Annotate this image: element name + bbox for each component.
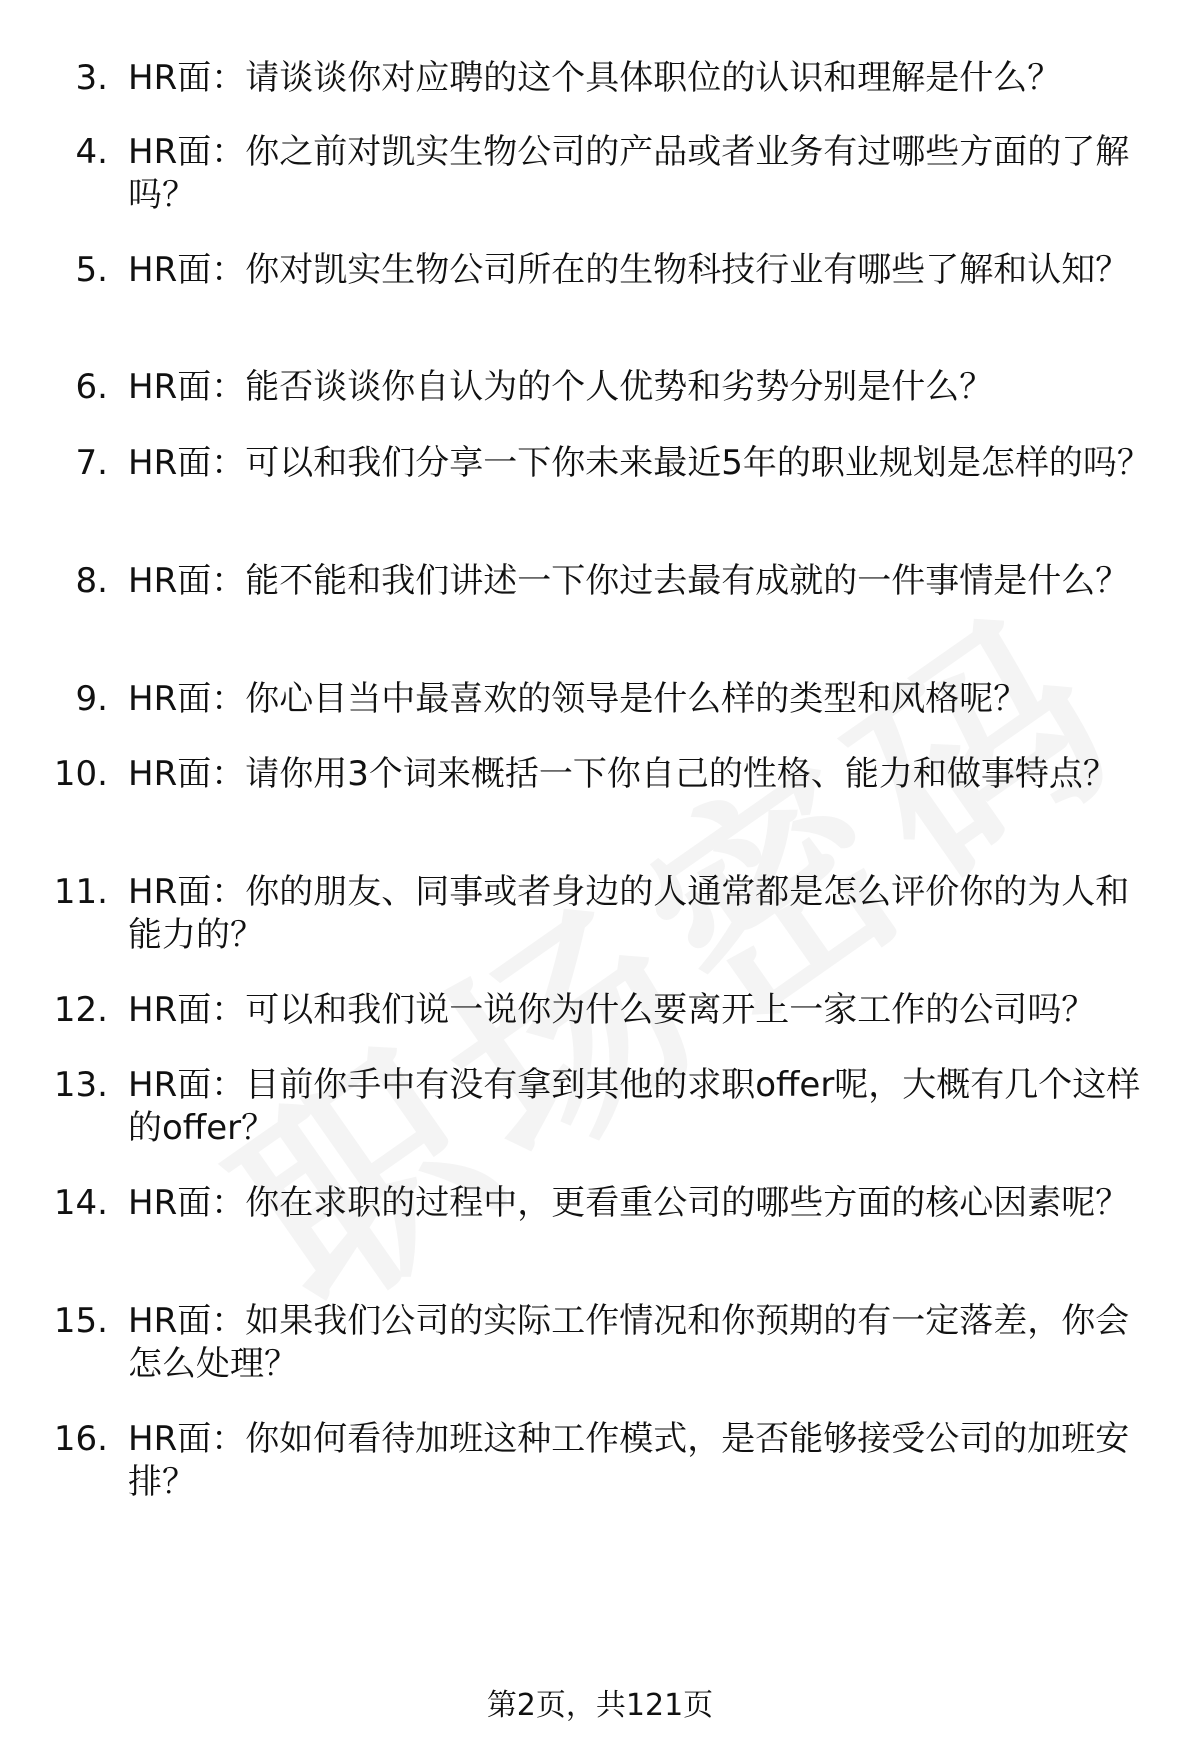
- question-number: 9.: [75, 679, 108, 719]
- question-number: 5.: [75, 250, 108, 290]
- question-number: 7.: [75, 443, 108, 483]
- question-text: HR面：如果我们公司的实际工作情况和你预期的有一定落差，你会怎么处理？: [128, 1301, 1130, 1384]
- question-text: HR面：可以和我们说一说你为什么要离开上一家工作的公司吗？: [128, 990, 1096, 1030]
- question-text: HR面：能不能和我们讲述一下你过去最有成就的一件事情是什么？: [128, 561, 1130, 601]
- question-number: 3.: [75, 58, 108, 98]
- question-number: 13.: [53, 1065, 108, 1105]
- question-text: HR面：你对凯实生物公司所在的生物科技行业有哪些了解和认知？: [128, 250, 1130, 290]
- question-text: HR面：可以和我们分享一下你未来最近5年的职业规划是怎样的吗？: [128, 443, 1151, 483]
- question-number: 6.: [75, 367, 108, 407]
- question-number: 15.: [53, 1301, 108, 1341]
- question-text: HR面：能否谈谈你自认为的个人优势和劣势分别是什么？: [128, 367, 994, 407]
- question-text: HR面：你之前对凯实生物公司的产品或者业务有过哪些方面的了解吗？: [128, 132, 1130, 215]
- page-footer: 第2页，共121页: [486, 1688, 714, 1723]
- question-number: 10.: [53, 754, 108, 794]
- question-text: HR面：你的朋友、同事或者身边的人通常都是怎么评价你的为人和能力的？: [128, 872, 1130, 955]
- question-number: 4.: [75, 132, 108, 172]
- question-text: HR面：你如何看待加班这种工作模式，是否能够接受公司的加班安排？: [128, 1419, 1130, 1502]
- question-number: 8.: [75, 561, 108, 601]
- question-text: HR面：你心目当中最喜欢的领导是什么样的类型和风格呢？: [128, 679, 1028, 719]
- question-number: 14.: [53, 1183, 108, 1223]
- question-text: HR面：请谈谈你对应聘的这个具体职位的认识和理解是什么？: [128, 58, 1062, 98]
- question-text: HR面：请你用3个词来概括一下你自己的性格、能力和做事特点？: [128, 754, 1117, 794]
- question-text: HR面：你在求职的过程中，更看重公司的哪些方面的核心因素呢？: [128, 1183, 1130, 1223]
- question-number: 16.: [53, 1419, 108, 1459]
- question-number: 12.: [53, 990, 108, 1030]
- question-text: HR面：目前你手中有没有拿到其他的求职offer呢，大概有几个这样的offer？: [128, 1065, 1141, 1148]
- question-number: 11.: [53, 872, 108, 912]
